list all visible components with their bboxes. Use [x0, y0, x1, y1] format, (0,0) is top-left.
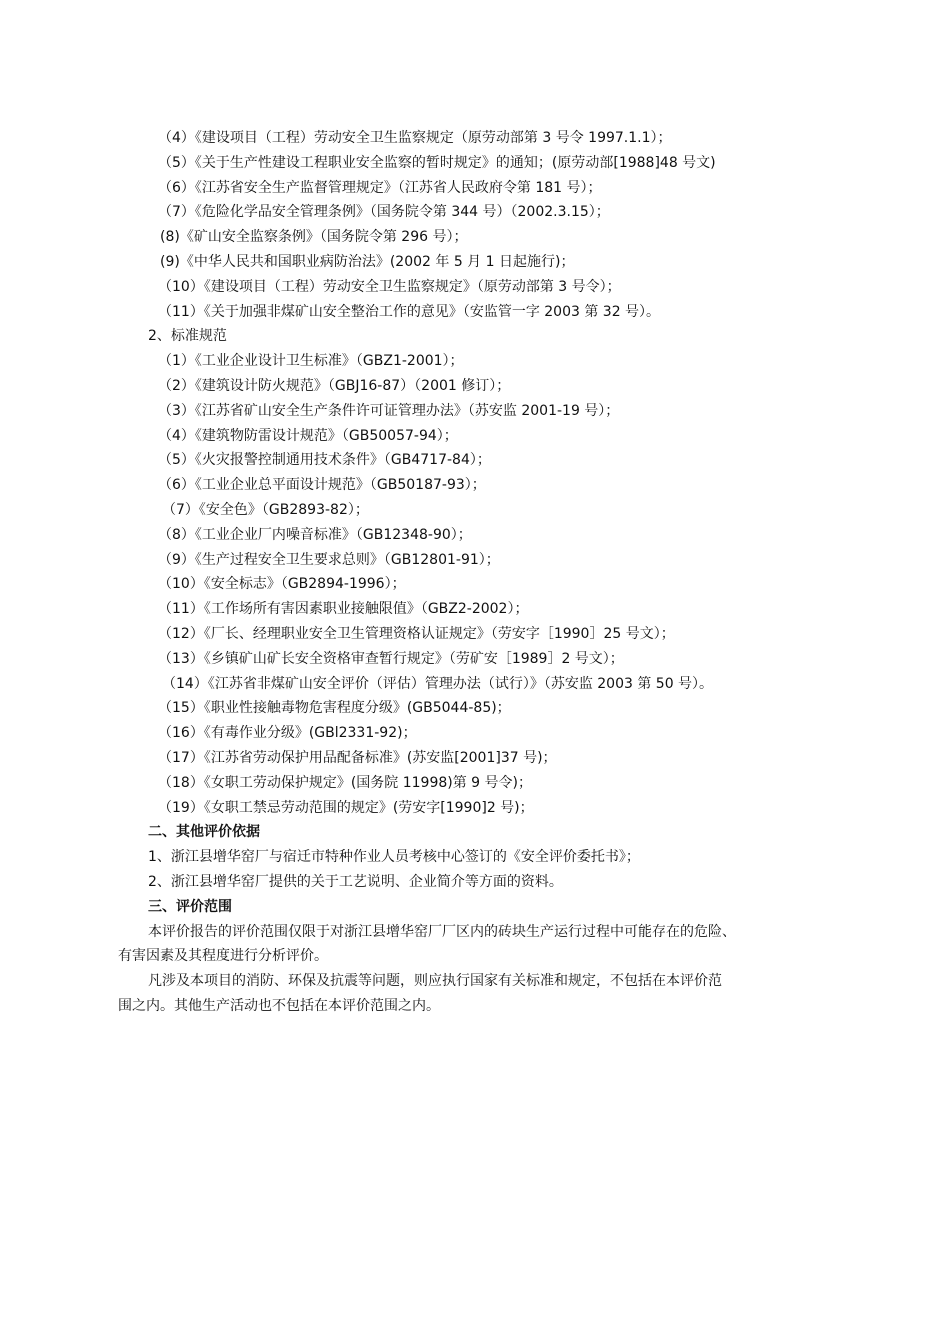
standard-item: （16）《有毒作业分级》(GBl2331-92)；	[158, 725, 417, 742]
scope-paragraph-1-line-2: 有害因素及其程度进行分析评价。	[118, 948, 328, 965]
standard-item: （6）《工业企业总平面设计规范》（GB50187-93）；	[158, 477, 486, 494]
scope-paragraph-1-line-1: 本评价报告的评价范围仅限于对浙江县增华窑厂厂区内的砖块生产运行过程中可能存在的危险、	[148, 923, 736, 940]
law-item: (8)《矿山安全监察条例》（国务院令第 296 号）；	[160, 229, 468, 246]
standard-item: （10）《安全标志》（GB2894-1996）；	[158, 576, 406, 593]
law-item: （4）《建设项目（工程）劳动安全卫生监察规定（原劳动部第 3 号令 1997.1.1）；	[158, 130, 672, 146]
standard-item: （5）《火灾报警控制通用技术条件》（GB4717-84）；	[158, 452, 491, 469]
scope-paragraph-2-line-1: 凡涉及本项目的消防、环保及抗震等问题，则应执行国家有关标准和规定，不包括在本评价范	[148, 973, 722, 990]
law-item: （11）《关于加强非煤矿山安全整治工作的意见》（安监管一字 2003 第 32 号）。	[158, 303, 661, 320]
standard-item: （17）《江苏省劳动保护用品配备标准》(苏安监[2001]37 号)；	[158, 749, 557, 766]
standard-item: （12）《厂长、经理职业安全卫生管理资格认证规定》（劳安字［1990］25 号文）；	[158, 625, 675, 642]
section-heading-scope: 三、评价范围	[148, 898, 232, 915]
standard-item: （19）《女职工禁忌劳动范围的规定》(劳安字[1990]2 号)；	[158, 799, 534, 816]
standard-item: （3）《江苏省矿山安全生产条件许可证管理办法》（苏安监 2001-19 号）；	[158, 402, 620, 419]
standard-item: （1）《工业企业设计卫生标准》（GBZ1-2001）；	[158, 353, 464, 370]
other-basis-item: 1、浙江县增华窑厂与宿迁市特种作业人员考核中心签订的《安全评价委托书》；	[148, 849, 640, 866]
section-heading-other-basis: 二、其他评价依据	[148, 824, 260, 841]
document-body	[118, 126, 848, 1019]
standard-item: （14）《江苏省非煤矿山安全评价（评估）管理办法（试行）》（苏安监 2003 第 50 号）。	[162, 675, 714, 692]
law-item: （10）《建设项目（工程）劳动安全卫生监察规定》（原劳动部第 3 号令）；	[158, 278, 621, 295]
scope-paragraph-2-line-2: 围之内。其他生产活动也不包括在本评价范围之内。	[118, 997, 440, 1014]
law-item: （7）《危险化学品安全管理条例》（国务院令第 344 号）（2002.3.15）；	[158, 204, 610, 221]
law-item: （6）《江苏省安全生产监督管理规定》（江苏省人民政府令第 181 号）；	[158, 179, 602, 196]
law-item: （5）《关于生产性建设工程职业安全监察的暂时规定》的通知；(原劳动部[1988]48 号文)	[158, 154, 716, 171]
standard-item: （9）《生产过程安全卫生要求总则》（GB12801-91）；	[158, 551, 500, 568]
standard-item: （15）《职业性接触毒物危害程度分级》(GB5044-85)；	[158, 700, 511, 717]
standards-heading: 2、标准规范	[148, 328, 227, 345]
standard-item: （7）《安全色》（GB2893-82）；	[162, 501, 369, 518]
standard-item: （2）《建筑设计防火规范》（GBJ16-87）（2001 修订）；	[158, 377, 511, 394]
law-item: (9)《中华人民共和国职业病防治法》(2002 年 5 月 1 日起施行)；	[160, 253, 575, 270]
standard-item: （4）《建筑物防雷设计规范》（GB50057-94）；	[158, 427, 458, 444]
standard-item: （8）《工业企业厂内噪音标准》（GB12348-90）；	[158, 526, 472, 543]
other-basis-item: 2、浙江县增华窑厂提供的关于工艺说明、企业简介等方面的资料。	[148, 873, 563, 890]
standard-item: （11）《工作场所有害因素职业接触限值》（GBZ2-2002）；	[158, 601, 529, 618]
standard-item: （18）《女职工劳动保护规定》(国务院 11998)第 9 号令)；	[158, 774, 532, 791]
standard-item: （13）《乡镇矿山矿长安全资格审查暂行规定》（劳矿安［1989］2 号文）；	[158, 650, 624, 667]
